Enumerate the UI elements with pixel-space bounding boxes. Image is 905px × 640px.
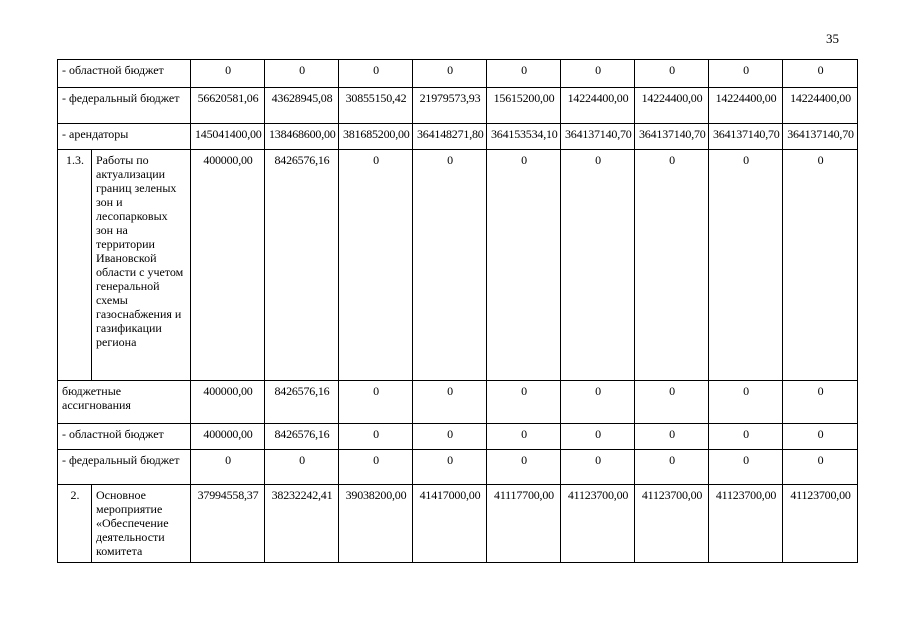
- value-cell: 0: [339, 450, 413, 485]
- value-cell: 30855150,42: [339, 88, 413, 124]
- value-cell: 38232242,41: [265, 485, 339, 563]
- row-name: Основное мероприятие «Обеспечение деятельности комитета: [92, 485, 191, 563]
- value-cell: 0: [635, 381, 709, 424]
- value-cell: 364153534,10: [487, 124, 561, 150]
- value-cell: 400000,00: [191, 381, 265, 424]
- value-cell: 400000,00: [191, 424, 265, 450]
- value-cell: 0: [709, 150, 783, 381]
- value-cell: 0: [635, 450, 709, 485]
- value-cell: 43628945,08: [265, 88, 339, 124]
- value-cell: 0: [783, 381, 858, 424]
- value-cell: 0: [487, 60, 561, 88]
- value-cell: 0: [487, 381, 561, 424]
- value-cell: 145041400,00: [191, 124, 265, 150]
- value-cell: 400000,00: [191, 150, 265, 381]
- value-cell: 0: [561, 381, 635, 424]
- table-row: [58, 60, 858, 88]
- value-cell: 41417000,00: [413, 485, 487, 563]
- value-cell: 0: [339, 381, 413, 424]
- value-cell: 0: [413, 381, 487, 424]
- value-cell: 0: [265, 450, 339, 485]
- value-cell: 41117700,00: [487, 485, 561, 563]
- value-cell: 0: [413, 424, 487, 450]
- value-cell: 364137140,70: [561, 124, 635, 150]
- value-cell: 8426576,16: [265, 150, 339, 381]
- value-cell: 0: [561, 450, 635, 485]
- value-cell: 0: [487, 424, 561, 450]
- value-cell: 0: [191, 450, 265, 485]
- value-cell: 0: [783, 150, 858, 381]
- row-label: - областной бюджет: [58, 424, 191, 450]
- value-cell: 0: [413, 150, 487, 381]
- table-row: [58, 124, 858, 150]
- table-row: [58, 88, 858, 124]
- value-cell: 41123700,00: [561, 485, 635, 563]
- value-cell: 0: [635, 60, 709, 88]
- value-cell: 364137140,70: [783, 124, 858, 150]
- table-row: [58, 424, 858, 450]
- row-label: - арендаторы: [58, 124, 191, 150]
- value-cell: 138468600,00: [265, 124, 339, 150]
- value-cell: 0: [339, 150, 413, 381]
- value-cell: 0: [487, 150, 561, 381]
- value-cell: 0: [635, 150, 709, 381]
- value-cell: 8426576,16: [265, 424, 339, 450]
- value-cell: 0: [339, 424, 413, 450]
- row-label: - федеральный бюджет: [58, 88, 191, 124]
- row-name: Работы по актуализации границ зеленых зон и лесопарковых зон на территории Ивановской области с учетом генеральной схемы газоснабжения и газификации региона: [92, 150, 191, 381]
- value-cell: 56620581,06: [191, 88, 265, 124]
- value-cell: 37994558,37: [191, 485, 265, 563]
- value-cell: 0: [561, 424, 635, 450]
- table-row: [58, 485, 858, 563]
- row-index: 1.3.: [58, 150, 92, 381]
- value-cell: 0: [339, 60, 413, 88]
- value-cell: 41123700,00: [635, 485, 709, 563]
- table-row: [58, 150, 858, 381]
- value-cell: 8426576,16: [265, 381, 339, 424]
- row-label: - областной бюджет: [58, 60, 191, 88]
- value-cell: 14224400,00: [783, 88, 858, 124]
- row-label: бюджетные ассигнования: [58, 381, 191, 424]
- value-cell: 0: [709, 60, 783, 88]
- value-cell: 0: [413, 60, 487, 88]
- table-row: [58, 381, 858, 424]
- value-cell: 15615200,00: [487, 88, 561, 124]
- budget-table: [57, 59, 858, 563]
- value-cell: 0: [413, 450, 487, 485]
- value-cell: 0: [709, 450, 783, 485]
- table-row: [58, 450, 858, 485]
- value-cell: 0: [635, 424, 709, 450]
- value-cell: 381685200,00: [339, 124, 413, 150]
- value-cell: 0: [487, 450, 561, 485]
- value-cell: 0: [191, 60, 265, 88]
- value-cell: 364148271,80: [413, 124, 487, 150]
- value-cell: 41123700,00: [709, 485, 783, 563]
- value-cell: 21979573,93: [413, 88, 487, 124]
- value-cell: 14224400,00: [635, 88, 709, 124]
- value-cell: 41123700,00: [783, 485, 858, 563]
- page-number: 35: [826, 31, 839, 46]
- value-cell: 0: [783, 450, 858, 485]
- value-cell: 0: [561, 60, 635, 88]
- value-cell: 364137140,70: [709, 124, 783, 150]
- row-label: - федеральный бюджет: [58, 450, 191, 485]
- value-cell: 39038200,00: [339, 485, 413, 563]
- value-cell: 14224400,00: [709, 88, 783, 124]
- value-cell: 0: [561, 150, 635, 381]
- value-cell: 0: [709, 381, 783, 424]
- row-index: 2.: [58, 485, 92, 563]
- value-cell: 0: [783, 60, 858, 88]
- value-cell: 0: [783, 424, 858, 450]
- value-cell: 0: [709, 424, 783, 450]
- value-cell: 0: [265, 60, 339, 88]
- value-cell: 364137140,70: [635, 124, 709, 150]
- value-cell: 14224400,00: [561, 88, 635, 124]
